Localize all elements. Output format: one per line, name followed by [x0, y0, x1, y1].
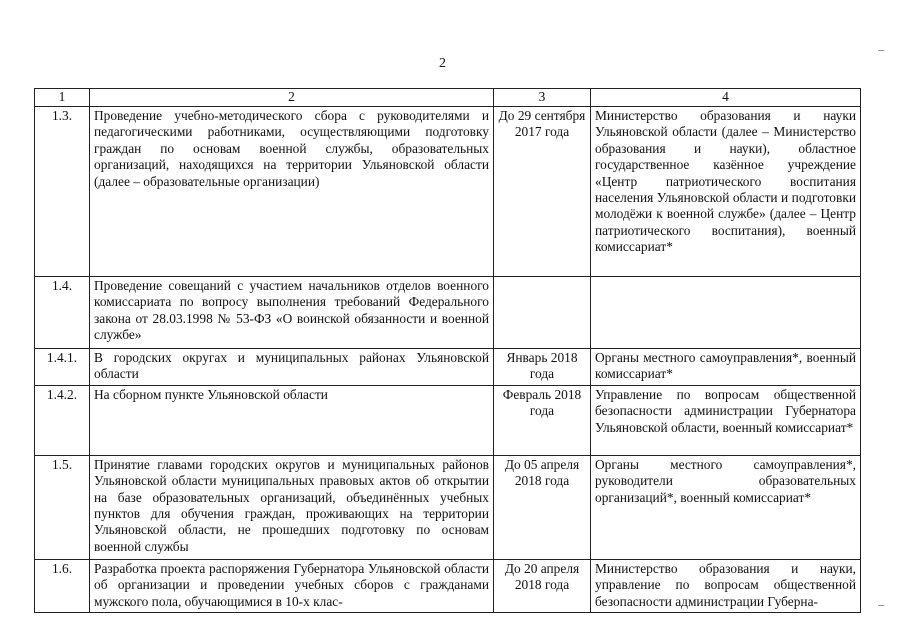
item-number: 1.4.1.	[35, 349, 90, 386]
scan-edge-mark	[878, 50, 884, 51]
deadline: Январь 2018 года	[494, 349, 591, 386]
column-header-3: 3	[494, 89, 591, 107]
responsible: Министерство образования и науки, управление по вопросам общественной безопасности администрации Губерна-	[591, 559, 861, 612]
action-text: В городских округах и муниципальных районах Ульяновской области	[90, 349, 494, 386]
table-row	[35, 107, 861, 277]
header-row	[35, 89, 861, 107]
page-number: 2	[439, 56, 446, 71]
item-number: 1.4.	[35, 277, 90, 349]
responsible: Министерство образования и науки Ульяновской области (далее – Министерство образования и науки), областное государственное казённое учреждение «Центр патриотического воспитания населения Ульяновской области и подготовки молодёжи к военной службе» (далее – Центр патриотического воспитания), военный комиссариат*	[591, 107, 861, 277]
responsible: Управление по вопросам общественной безопасности администрации Губернатора Ульяновской области, военный комиссариат*	[591, 385, 861, 455]
table-row	[35, 385, 861, 455]
item-number: 1.5.	[35, 455, 90, 559]
deadline: До 05 апреля 2018 года	[494, 455, 591, 559]
item-number: 1.3.	[35, 107, 90, 277]
action-text: Разработка проекта распоряжения Губернатора Ульяновской области об организации и проведении учебных сборов с гражданами мужского пола, обучающимися в 10-х клас-	[90, 559, 494, 612]
table-row	[35, 277, 861, 349]
plan-table	[34, 88, 861, 613]
deadline: До 20 апреля 2018 года	[494, 559, 591, 612]
column-header-1: 1	[35, 89, 90, 107]
item-number: 1.6.	[35, 559, 90, 612]
action-text: Проведение учебно-методического сбора с руководителями и педагогическими работниками, осуществляющими подготовку граждан по основам военной службы, образовательных организаций, находящихся на территории Ульяновской области (далее – образовательные организации)	[90, 107, 494, 277]
action-text: Проведение совещаний с участием начальников отделов военного комиссариата по вопросу выполнения требований Федерального закона от 28.03.1998 № 53-ФЗ «О воинской обязанности и военной службе»	[90, 277, 494, 349]
table-row	[35, 455, 861, 559]
responsible: Органы местного самоуправления*, военный комиссариат*	[591, 349, 861, 386]
action-text: Принятие главами городских округов и муниципальных районов Ульяновской области муниципальных правовых актов об открытии на базе образовательных организаций, объединённых учебных пунктов для обучения граждан, проживающих на территории Ульяновской области, не прошедших подготовку по основам военной службы	[90, 455, 494, 559]
table-row	[35, 349, 861, 386]
deadline	[494, 277, 591, 349]
action-text: На сборном пункте Ульяновской области	[90, 385, 494, 455]
deadline: Февраль 2018 года	[494, 385, 591, 455]
responsible: Органы местного самоуправления*, руководители образовательных организаций*, военный комиссариат*	[591, 455, 861, 559]
column-header-4: 4	[591, 89, 861, 107]
column-header-2: 2	[90, 89, 494, 107]
scan-edge-mark	[878, 605, 884, 606]
deadline: До 29 сентября 2017 года	[494, 107, 591, 277]
responsible	[591, 277, 861, 349]
item-number: 1.4.2.	[35, 385, 90, 455]
table-row	[35, 559, 861, 612]
